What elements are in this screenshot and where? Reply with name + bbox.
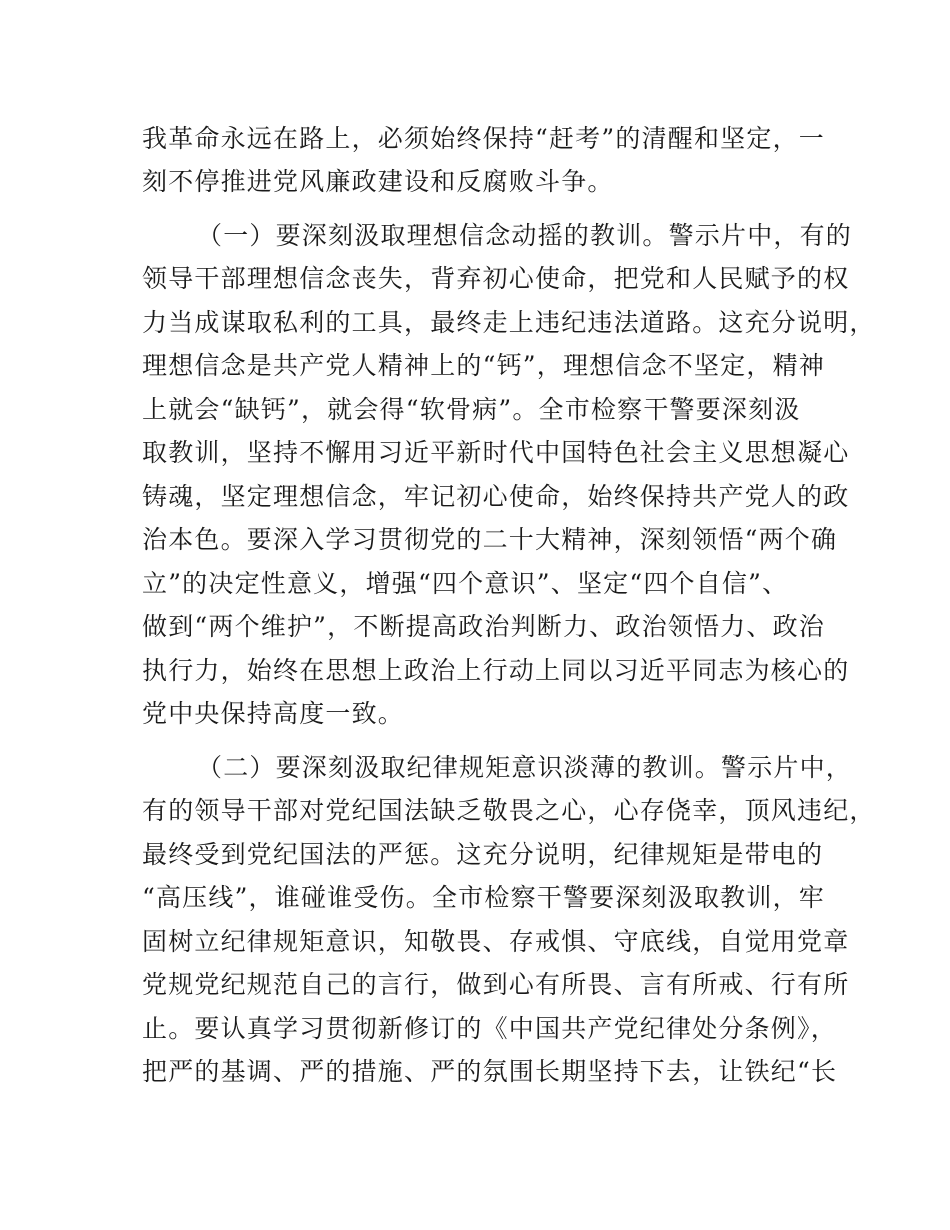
text-line: 止。要认真学习贯彻新修订的《中国共产党纪律处分条例》， — [142, 1014, 837, 1043]
text-line: 做到“两个维护”，不断提高政治判断力、政治领悟力、政治 — [142, 612, 825, 641]
text-line: （二）要深刻汲取纪律规矩意识淡薄的教训。警示片中， — [197, 753, 853, 782]
text-line: 领导干部理想信念丧失，背弃初心使命，把党和人民赋予的权 — [142, 264, 850, 293]
text-line: 最终受到党纪国法的严惩。这充分说明，纪律规矩是带电的 — [142, 840, 824, 869]
text-line: 力当成谋取私利的工具，最终走上违纪违法道路。这充分说明， — [142, 308, 876, 337]
text-line: 治本色。要深入学习贯彻党的二十大精神，深刻领悟“两个确 — [142, 525, 838, 554]
text-line: “高压线”，谁碰谁受伤。全市检察干警要深刻汲取教训，牢 — [142, 883, 825, 912]
text-line: 固树立纪律规矩意识，知敬畏、存戒惧、守底线，自觉用党章 — [142, 927, 850, 956]
text-line: 把严的基调、严的措施、严的氛围长期坚持下去，让铁纪“长 — [142, 1057, 838, 1086]
text-line: 有的领导干部对党纪国法缺乏敬畏之心，心存侥幸，顶风违纪， — [142, 796, 876, 825]
text-line: （一）要深刻汲取理想信念动摇的教训。警示片中，有的 — [197, 221, 853, 250]
text-line: 取教训，坚持不懈用习近平新时代中国特色社会主义思想凝心 — [142, 438, 850, 467]
text-line: 党中央保持高度一致。 — [142, 699, 405, 728]
text-line: 刻不停推进党风廉政建设和反腐败斗争。 — [142, 167, 614, 196]
text-line: 党规党纪规范自己的言行，做到心有所畏、言有所戒、行有所 — [142, 970, 850, 999]
text-line: 理想信念是共产党人精神上的“钙”，理想信念不坚定，精神 — [142, 351, 825, 380]
text-line: 执行力，始终在思想上政治上行动上同以习近平同志为核心的 — [142, 656, 850, 685]
text-line: 铸魂，坚定理想信念，牢记初心使命，始终保持共产党人的政 — [142, 482, 850, 511]
text-line: 立”的决定性意义，增强“四个意识”、坚定“四个自信”、 — [142, 569, 789, 598]
text-line: 上就会“缺钙”，就会得“软骨病”。全市检察干警要深刻汲 — [142, 395, 801, 424]
text-line: 我革命永远在路上，必须始终保持“赶考”的清醒和坚定，一 — [142, 124, 825, 153]
